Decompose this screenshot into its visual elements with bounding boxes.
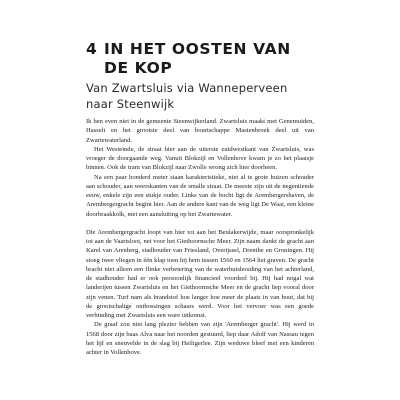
paragraph: Die Arembergergracht loopt van hier tot aan het Beulakerwijde, maar oorspronkelijk tot aan de Vaartsloot, net voor het Giethoornsche Meer. Zijn naam dankt de gracht aan Karel van Arenberg, stadhouder van Friesland, Overijssel, Drenthe en Groningen. Hij stoeg twee vliegen in één klap toen hij hem tussen 1560 en 1564 liet graven. De gracht bracht niet alleen een flinke verbetering van de waterhuishouding van het achterland, de stadhouder had er ook persoonlijk financieel voordeel bij. Hij had nogal wat landerijen tussen Zwartsluis en het Giethoornsche Meer en de gracht liep vooral door zijn venen. Turf nam als brandstof hoe langer hoe meer de plaats in van hout, dat bij de grootschalige ontbossingen schaars werd. Voor het vervoer was een goede verbinding met Zwartsluis een ware uitkomst. [86,228,314,319]
paragraph: Het Westeinde, de straat hier aan de uiterste zuidwestkant van Zwartsluis, was vroeger de doorgaande weg. Vanuit Blokzijl en Vollenhove kwam je zo het plaatsje binnen. Ook de tram van Blokzijl naar Zwolle wrong zich hier doorheen. [86,145,314,172]
chapter-heading-line1 [86,40,326,59]
body-text [86,117,314,357]
paragraph: Ik ben even niet in de gemeente Steenwijkerland. Zwartsluis maakt met Genemuiden, Hasselt en het grootste deel van bourtschappe Mastenbroek deel uit van Zwartewaterland. [86,118,314,144]
chapter-subtitle [86,80,326,112]
subtitle-line1: Van Zwartsluis via Wanneperveen [86,81,288,95]
chapter-title-line2: DE KOP [104,59,173,77]
chapter-number: 4 [86,40,98,58]
chapter-title-line1: IN HET OOSTEN VAN [104,40,291,58]
subtitle-line2: naar Steenwijk [86,97,175,111]
chapter-heading [86,40,326,78]
paragraph: De graaf zou niet lang plezier hebben van zijn 'Aremberger gracht'. Hij werd in 1568 door zijn baas Alva naar het noorden gestuurd, liep daar Adolf van Nassau tegen het lijf en sneuvelde in de slag bij Heiligerlee. Zijn weduwe bleef met een kinderen achter in Vollenhove. [86,321,314,356]
paragraph: Na een paar honderd meter staan karakteristieke, niet al te grote huizen schouder aan schouder, aan weerskanten van de smalle straat. De meeste zijn uit de negentiende eeuw, enkele zijn een stukje ouder. Links van de bocht ligt de Arembergershaven, de Arembergergracht begint hier. Aan de andere kant van de weg ligt De Waai, een kleine doorbraakkolk, met een aansluiting op het Zwartewater. [86,173,314,218]
